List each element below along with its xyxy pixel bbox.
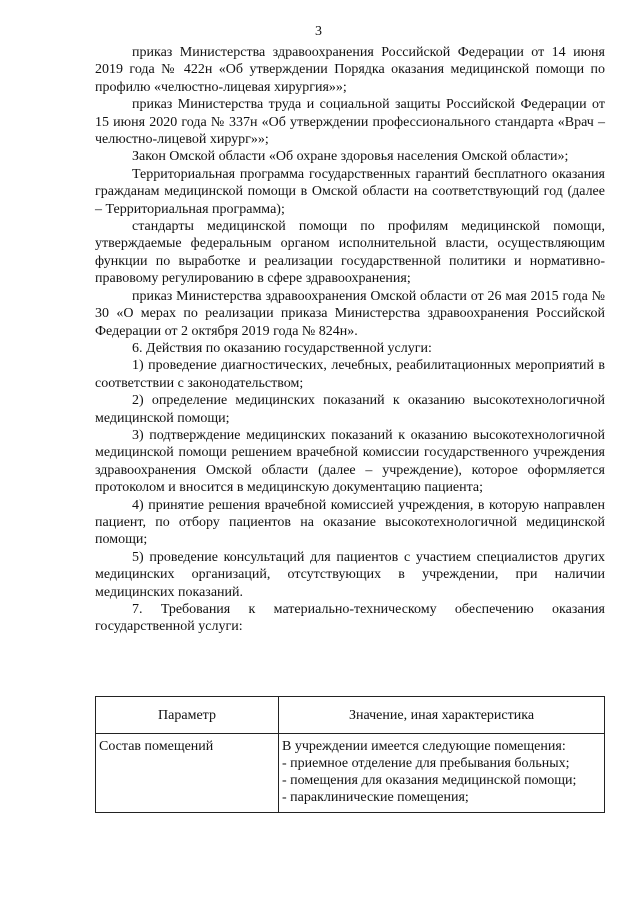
paragraph-medical-standards: стандарты медицинской помощи по профилям медицинской помощи, утверждаемые федеральным органом исполнительной власти, осуществляющим функции по выработке и реализации государственной политики и нормативно-правовому регулированию в сфере здравоохранения;	[95, 219, 605, 287]
paragraph-order-30: приказ Министерства здравоохранения Омской области от 26 мая 2015 года № 30 «О мерах по реализации приказа Министерства здравоохранения Российской Федерации от 2 октября 2019 года № 824н».	[95, 288, 605, 339]
action-item-1: 1) проведение диагностических, лечебных, реабилитационных мероприятий в соответствии с законодательством;	[95, 358, 605, 391]
page-number: 3	[315, 24, 322, 39]
action-item-2: 2) определение медицинских показаний к оказанию высокотехнологичной медицинской помощи;	[95, 393, 605, 426]
requirements-table	[95, 696, 605, 813]
cell-parameter: Состав помещений	[96, 734, 279, 813]
value-line: - параклинические помещения;	[282, 790, 469, 805]
section-7-heading: 7. Требования к материально-техническому обеспечению оказания государственной услуги:	[95, 602, 605, 635]
paragraph-omsk-law: Закон Омской области «Об охране здоровья населения Омской области»;	[132, 149, 569, 165]
paragraph-order-337n: приказ Министерства труда и социальной защиты Российской Федерации от 15 июня 2020 года № 337н «Об утверждении профессионального стандарта «Врач – челюстно-лицевой хирург»»;	[95, 97, 605, 148]
action-item-3: 3) подтверждение медицинских показаний к оказанию высокотехнологичной медицинской помощи решением врачебной комиссии государственного учреждения здравоохранения Омской области (далее – учреждение), которое оформляется протоколом и вносится в медицинскую документацию пациента;	[95, 427, 605, 496]
table-header-row	[96, 697, 605, 734]
header-parameter: Параметр	[96, 697, 279, 734]
table-row	[96, 734, 605, 813]
document-body	[95, 44, 605, 636]
value-line: - приемное отделение для пребывания больных;	[282, 756, 570, 771]
value-line: - помещения для оказания медицинской помощи;	[282, 773, 577, 788]
action-item-5: 5) проведение консультаций для пациентов с участием специалистов других медицинских организаций, отсутствующих в учреждении, при наличии медицинских показаний.	[95, 549, 605, 600]
paragraph-order-422n: приказ Министерства здравоохранения Российской Федерации от 14 июня 2019 года № 422н «Об утверждении Порядка оказания медицинской помощи по профилю «челюстно-лицевая хирургия»»;	[95, 45, 605, 95]
section-6-heading: 6. Действия по оказанию государственной услуги:	[132, 340, 432, 356]
cell-value	[279, 734, 605, 813]
header-value: Значение, иная характеристика	[279, 697, 605, 734]
value-line: В учреждении имеется следующие помещения:	[282, 739, 566, 754]
action-item-4: 4) принятие решения врачебной комиссией учреждения, в которую направлен пациент, по отбору пациентов на оказание высокотехнологичной медицинской помощи;	[95, 497, 605, 548]
paragraph-territorial-program: Территориальная программа государственных гарантий бесплатного оказания гражданам медицинской помощи в Омской области на соответствующий год (далее – Территориальная программа);	[95, 166, 605, 217]
